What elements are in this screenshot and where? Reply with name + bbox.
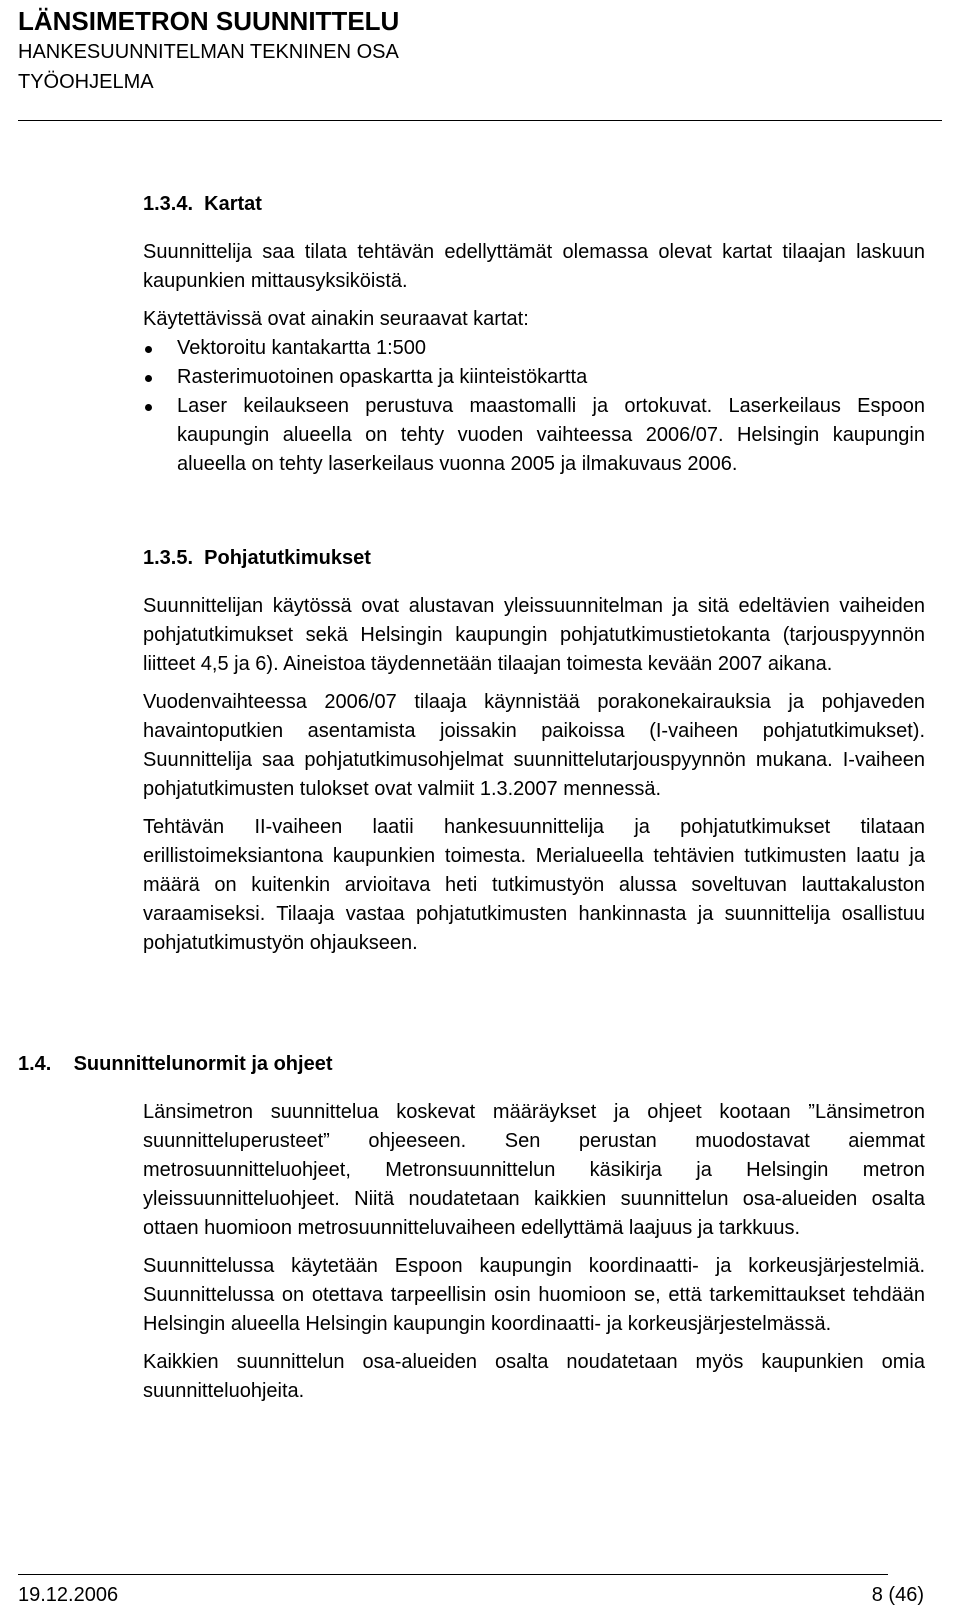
- list-item: Laser keilaukseen perustuva maastomalli ja ortokuvat. Laserkeilaus Espoon kaupungin alueella on tehty vuoden vaihteessa 2006/07. Helsingin kaupungin alueella on tehty laserkeilaus vuonna 2005 ja ilmakuvaus 2006.: [143, 392, 925, 479]
- section-pohjatutkimukset-body: [143, 592, 925, 958]
- list-intro: Käytettävissä ovat ainakin seuraavat kartat:: [143, 308, 529, 330]
- header-divider: [18, 120, 942, 121]
- page-footer: [18, 1580, 924, 1610]
- page-number: 8 (46): [871, 1584, 924, 1606]
- section-heading-kartat: 1.3.4. Kartat: [143, 193, 262, 215]
- document-title: LÄNSIMETRON SUUNNITTELU: [18, 6, 400, 36]
- list-item: Vektoroitu kantakartta 1:500: [143, 334, 925, 363]
- paragraph: Länsimetron suunnittelua koskevat määräykset ja ohjeet kootaan ”Länsimetron suunnitteluperusteet” ohjeeseen. Sen perustan muodostavat aiemmat metrosuunnitteluohjeet, Metronsuunnittelun käsikirja ja Helsingin metron yleissuunnitteluohjeet. Niitä noudatetaan kaikkien suunnittelun osa-alueiden osalta ottaen huomioon metrosuunnitteluvaiheen edellyttämä laajuus ja tarkkuus.: [143, 1101, 925, 1239]
- section-heading-pohjatutkimukset: 1.3.5. Pohjatutkimukset: [143, 547, 371, 569]
- section-suunnittelunormit-body: [143, 1098, 925, 1406]
- paragraph: Suunnittelijan käytössä ovat alustavan yleissuunnitelman ja sitä edeltävien vaiheiden pohjatutkimukset sekä Helsingin kaupungin pohjatutkimustietokanta (tarjouspyynnön liitteet 4,5 ja 6). Aineistoa täydennetään tilaajan toimesta kevään 2007 aikana.: [143, 595, 925, 675]
- bullet-icon: [145, 404, 152, 411]
- paragraph: Suunnittelija saa tilata tehtävän edellyttämät olemassa olevat kartat tilaajan laskuun kaupunkien mittausyksiköistä.: [143, 241, 925, 292]
- paragraph: Tehtävän II-vaiheen laatii hankesuunnittelija ja pohjatutkimukset tilataan erillistoimeksiantona kaupunkien toimesta. Merialueella tehtävien tutkimusten laatu ja määrä on kuitenkin arvioitava heti tutkimustyön alussa soveltuvan lauttakaluston varaamiseksi. Tilaaja vastaa pohjatutkimusten hankinnasta ja suunnittelija osallistuu pohjatutkimustyön ohjaukseen.: [143, 816, 925, 954]
- list-item: Rasterimuotoinen opaskartta ja kiinteistökartta: [143, 363, 925, 392]
- paragraph: Suunnittelussa käytetään Espoon kaupungin koordinaatti- ja korkeusjärjestelmiä. Suunnittelussa on otettava tarpeellisin osin huomioon se, että tarkemittaukset tehdään Helsingin alueella Helsingin kaupungin koordinaatti- ja korkeusjärjestelmässä.: [143, 1255, 925, 1335]
- document-subtitle-2: TYÖOHJELMA: [18, 71, 154, 93]
- page-header: [18, 0, 942, 97]
- section-heading-suunnittelunormit: 1.4. Suunnittelunormit ja ohjeet: [18, 1053, 333, 1075]
- bullet-icon: [145, 346, 152, 353]
- maps-list: [143, 334, 925, 479]
- paragraph: Kaikkien suunnittelun osa-alueiden osalta noudatetaan myös kaupunkien omia suunnitteluohjeita.: [143, 1351, 925, 1402]
- document-subtitle: HANKESUUNNITELMAN TEKNINEN OSA: [18, 41, 399, 63]
- section-kartat-body: [143, 238, 925, 479]
- bullet-icon: [145, 375, 152, 382]
- paragraph: Vuodenvaihteessa 2006/07 tilaaja käynnistää porakonekairauksia ja pohjaveden havaintoputkien asentamista joissakin paikoissa (I-vaiheen pohjatutkimukset). Suunnittelija saa pohjatutkimusohjelmat suunnittelutarjouspyynnön mukana. I-vaiheen pohjatutkimusten tulokset ovat valmiit 1.3.2007 mennessä.: [143, 691, 925, 800]
- footer-divider: [18, 1574, 888, 1575]
- footer-date: 19.12.2006: [18, 1584, 119, 1606]
